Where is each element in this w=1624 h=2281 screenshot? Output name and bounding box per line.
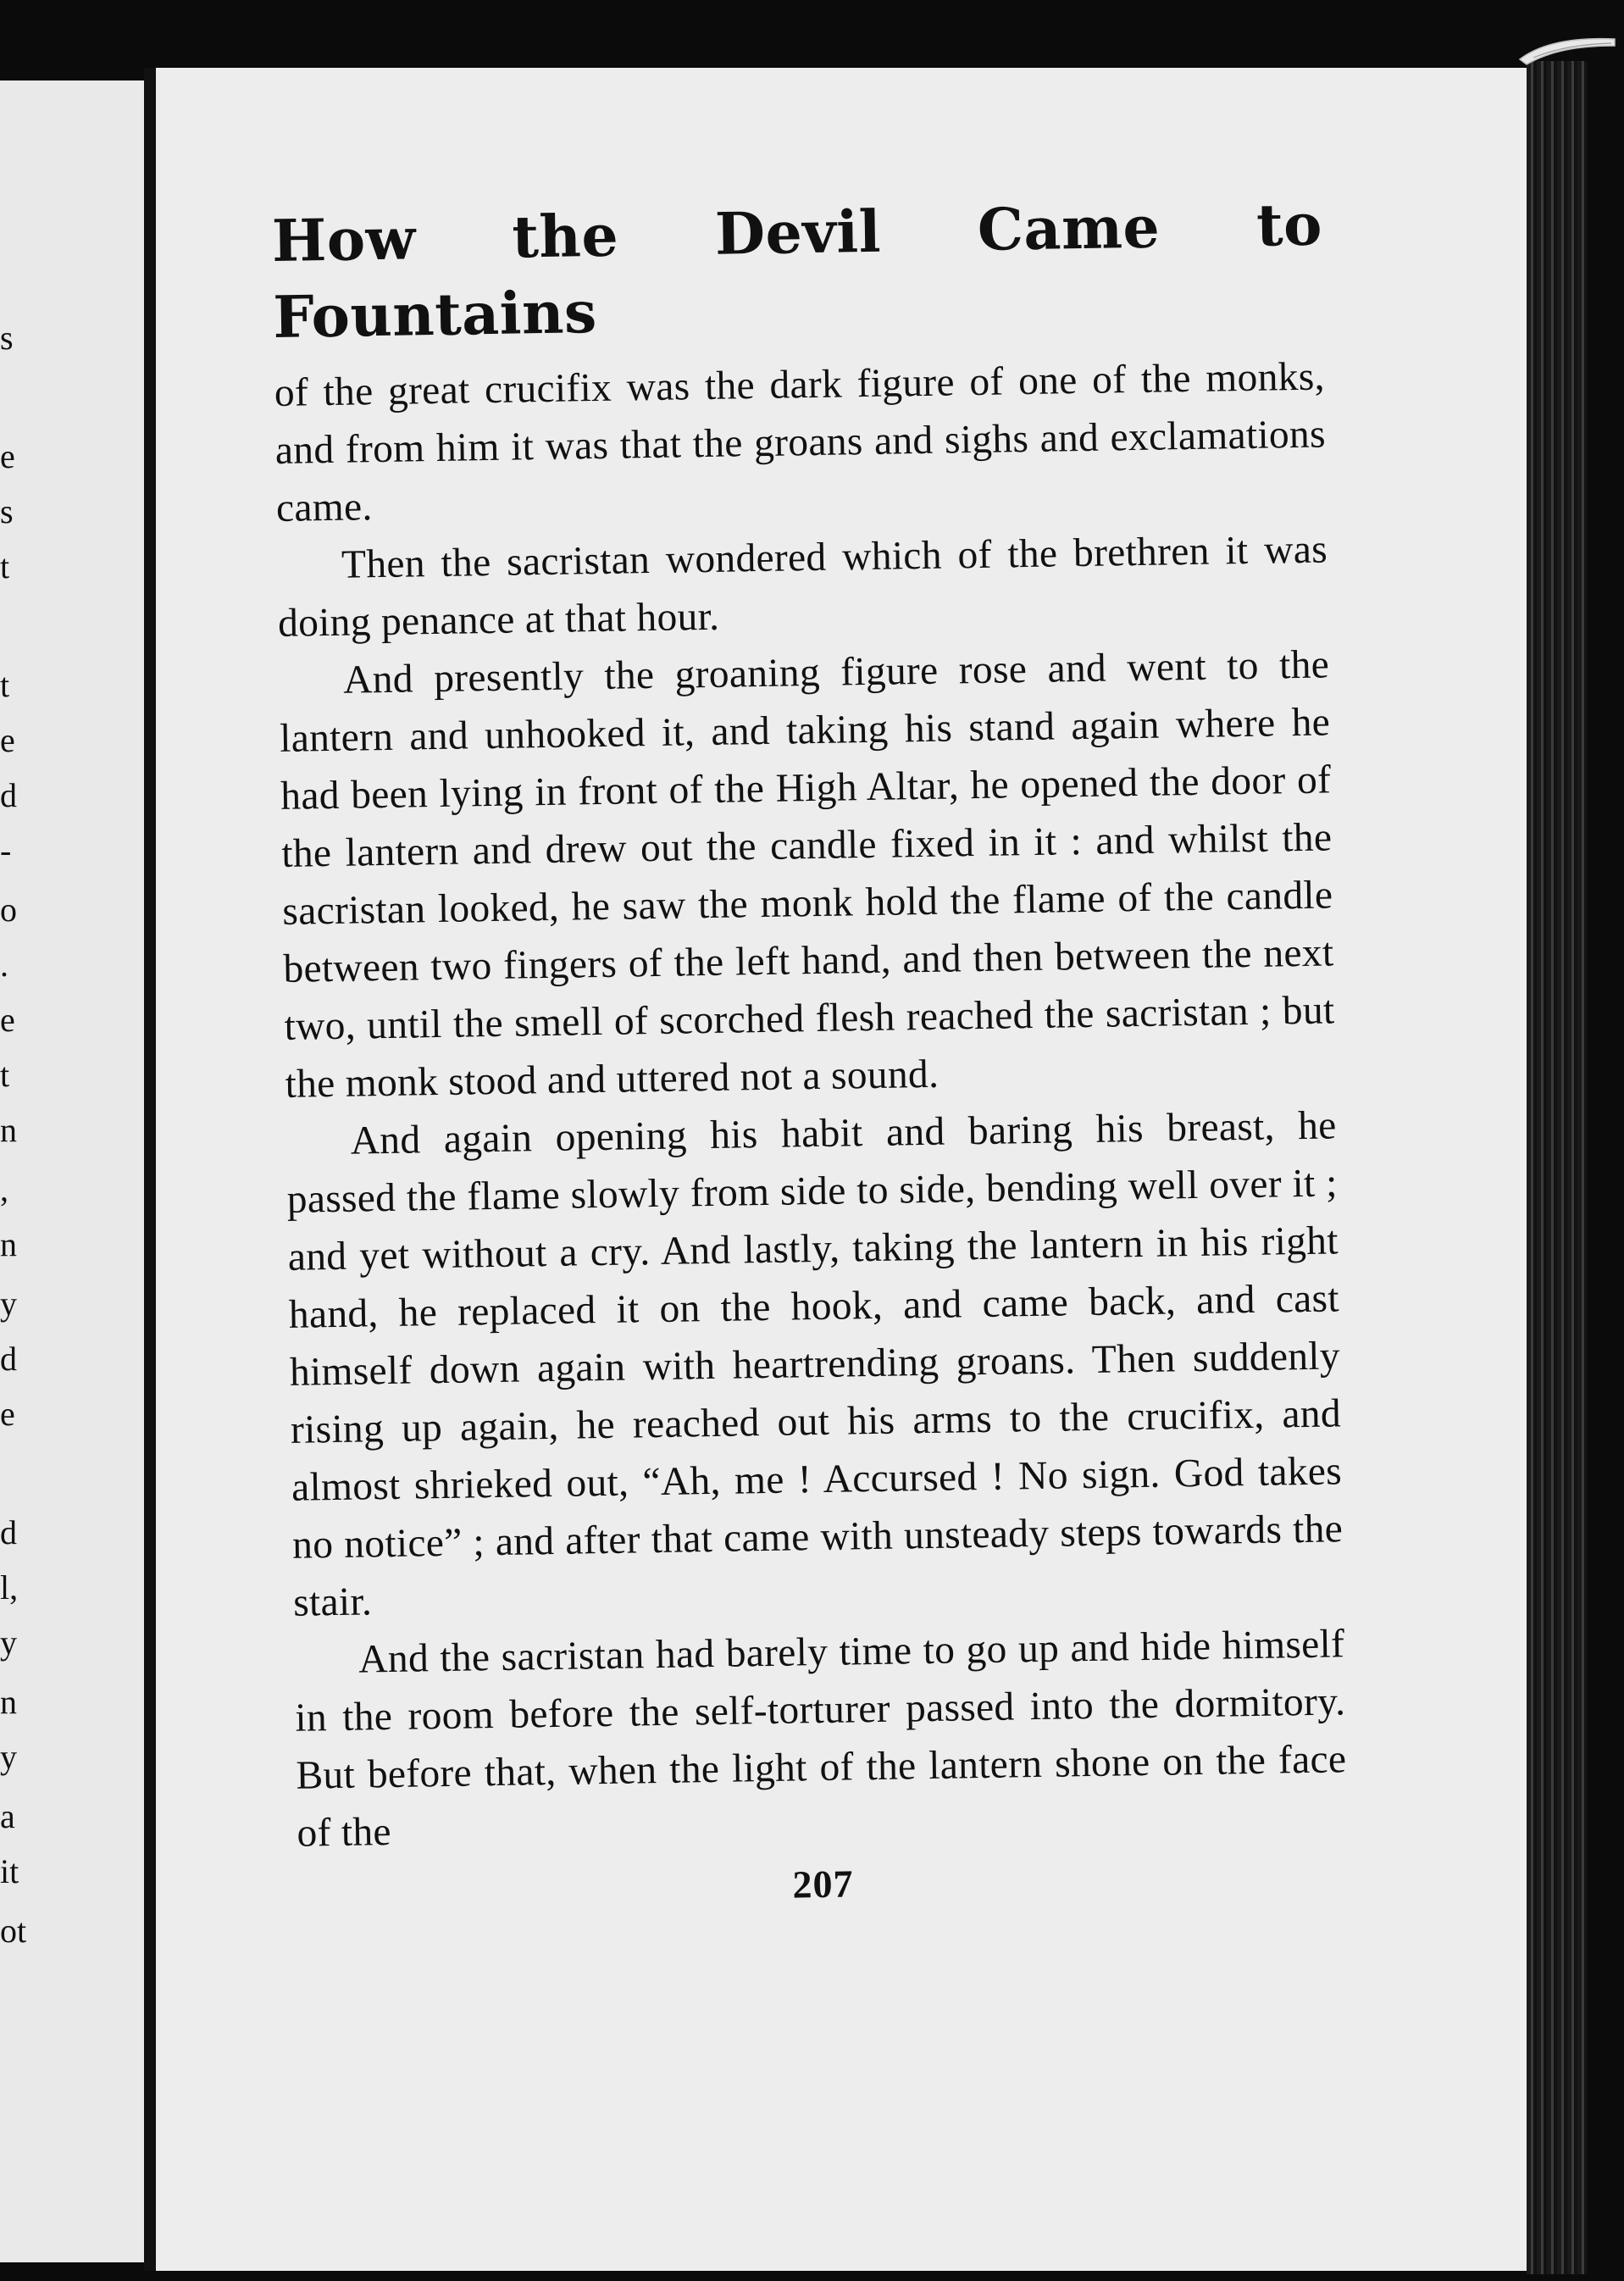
facing-page-fragment: t (0, 547, 10, 586)
facing-page-fragment: a (0, 1797, 15, 1835)
paragraph: And again opening his habit and baring his breast, he passed the flame slowly from side to side, bending well over it ; and yet without a cry. And lastly, taking the lantern in his right hand, he replaced it on the hook, and came back, and cast himself down again with heartrending groans. Then suddenly rising up again, he reached out his arms to the crucifix, and almost shrieked out, “Ah, me ! Accursed ! No sign. God takes no notice” ; and after that came with unsteady steps towards the stair. (286, 1103, 1344, 1625)
facing-page-fragment: . (0, 946, 8, 984)
paragraph: Then the sacristan wondered which of the brethren it was doing penance at that hour. (277, 527, 1328, 646)
paragraph: And presently the groaning figure rose and went to the lantern and unhooked it, and taking his stand again where he had been lying in front of the High Altar, he opened the door of the lantern and drew out the candle fixed in it : and whilst the sacristan looked, he saw the monk hold the flame of the candle between two fingers of the left hand, and then between the next two, until the smell of scorched flesh reached the sacristan ; but the monk stood and uttered not a sound. (279, 642, 1335, 1107)
facing-page-fragment: t (0, 1056, 10, 1094)
facing-page-fragment: e (0, 721, 15, 759)
facing-page-fragment: t (0, 666, 10, 704)
facing-page-fragment: s (0, 319, 14, 357)
facing-page-fragment: o (0, 891, 17, 929)
facing-page-line-endings (0, 80, 51, 2262)
paragraph: And the sacristan had barely time to go up and hide himself in the room before the self-torturer passed into the dormitory. But before that, when the light of the lantern shone on the face of the (294, 1622, 1347, 1856)
page-content (271, 170, 1349, 1918)
facing-page-fragment: d (0, 1513, 17, 1551)
paragraph-continued: of the great crucifix was the dark figure of one of the monks, and from him it was that the groans and sighs and exclamations came. (274, 354, 1327, 530)
page-block-edge (1527, 61, 1588, 2274)
facing-page-fragment: it (0, 1852, 19, 1890)
facing-page-fragment: y (0, 1285, 17, 1323)
facing-page-edge (0, 80, 151, 2262)
facing-page-fragment: e (0, 1395, 15, 1433)
facing-page-fragment: y (0, 1738, 17, 1776)
facing-page-fragment: l, (0, 1568, 19, 1607)
page-number: 207 (792, 1862, 854, 1906)
facing-page-fragment: n (0, 1683, 17, 1721)
facing-page-fragment: d (0, 1340, 17, 1378)
facing-page-fragment: e (0, 1001, 15, 1039)
facing-page-fragment: , (0, 1170, 8, 1208)
book-gutter (144, 68, 156, 2271)
facing-page-fragment: s (0, 492, 14, 530)
ribbon-bookmark-icon (1516, 34, 1618, 68)
facing-page-fragment: n (0, 1225, 17, 1263)
facing-page-fragment: d (0, 776, 17, 814)
facing-page-fragment: - (0, 831, 12, 869)
facing-page-fragment: n (0, 1111, 17, 1149)
facing-page-fragment: y (0, 1623, 17, 1662)
facing-page-fragment: e (0, 437, 15, 475)
facing-page-fragment: ot (0, 1912, 27, 1950)
running-head: How the Devil Came to Fountains (271, 191, 1323, 352)
